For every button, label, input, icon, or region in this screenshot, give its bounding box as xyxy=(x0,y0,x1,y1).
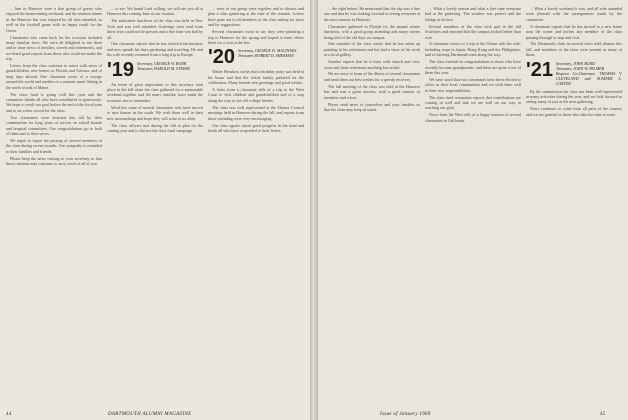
class-number: '20 xyxy=(208,46,236,69)
class-secretary: Secretary, GEORGE W. BURR xyxy=(137,60,187,66)
page-number: 44 xyxy=(6,412,12,417)
class-secretary: Secretary, JOHN BURD xyxy=(556,60,595,66)
magazine-title: DARTMOUTH ALUMNI MAGAZINE xyxy=(108,412,192,417)
column-2: ... to see. We found Lord willing, we will see you all at Hanover this coming June at our reunion. The midwinter luncheon of the class was held in New York and was well attended. Greetings were read from those who could not be present and a fine time was had by all. One classmate reports that he has retired from business and now spends his days gardening and traveling. He and his wife recently returned from a long trip to Europe. '19 Secretary, GEORGE W. BURR Treasurer, HAROLD M. STEEBS An event of great importance to this secretary took place in the fall when the class gathered for a memorable weekend together and the many familiar faces made the occasion one to remember. Word has come of several classmates who have moved to new homes in the south. We wish them well in their new surroundings and hope they will write to us often. The class officers met during the fall to plan for the coming year and to discuss the class fund campaign. xyxy=(107,6,203,133)
class-treasurer: Treasurer, JOHN W. PALMER xyxy=(556,65,605,71)
column-4: ... the right before. He mentioned that the trip was a fine one and that he was looking forward to seeing everyone at the next reunion in Hanover. Classmates gathered in Florida for the annual winter luncheon, with a good group attending and many stories being told of the old days on campus. One member of the class writes that he has taken up painting in his retirement and has had a show of his work at a local gallery. Another reports that he is busy with church and civic work and finds retirement anything but restful. We are sorry to learn of the illness of several classmates and send them our best wishes for a speedy recovery. The fall meeting of the class was held at the Hanover Inn and was a great success, with a good turnout of members and wives. Please send news of yourselves and your families so that the class may keep in touch. xyxy=(324,6,420,112)
right-page xyxy=(318,0,628,420)
class-secretary: Secretary, GEORGE H. MACINNES xyxy=(238,48,297,54)
class-number: '19 xyxy=(107,58,135,81)
column-5: ... What a lovely season and what a fine time everyone had at the gathering. The weather was perfect and the foliage at its best. Several members of the class took part in the fall festivities and reported that the campus looked better than ever. A classmate writes of a trip to the Orient with his wife, including stops in Japan, Hong Kong and the Philippines, and of meeting Dartmouth men along the way. The class extends its congratulations to those who have recently become grandparents, and there are quite a few of them this year. We have word that two classmates have been elected to office in their local communities and we wish them well in their new responsibilities. The class fund committee reports that contributions are coming in well and that we are well on our way to reaching our goal. News from the West tells of a happy reunion of several classmates in California. xyxy=(425,6,521,123)
column-1: ... him in Hanover were a fine group of guests who enjoyed the homecoming weekend, and the reunion dinner in the Hanover Inn was enjoyed by all who attended, as well as the football game with its happy result for the Green. Classmates who came back for the occasion included many familiar faces. We were all delighted to see them and to share news of families, travels and retirements, and we heard good reports from those who could not make the trip. Letters from the class continue to arrive with news of grandchildren, new homes in Florida and Arizona, and of long trips abroad. One classmate wrote of a voyage around the world and another of a summer spent fishing in the north woods of Maine. The class fund is going well this year and the committee thanks all who have contributed so generously. We hope to reach our goal before the end of the fiscal year and to set a new record for the class. Two classmates were honored this fall by their communities for long years of service on school boards and hospital committees. Our congratulations go to both of them and to their wives. We regret to report the passing of several members of the class during recent months. Our sympathy is extended to their families and friends. Please keep the news coming to your secretary so that these columns may continue to carry word of all of you. xyxy=(6,6,102,166)
left-page xyxy=(0,0,310,420)
class-treasurer: Treasurer, HAROLD M. STEEBS xyxy=(137,65,190,71)
issue-date: Issue of January 1969 xyxy=(380,412,431,417)
column-6: ... What a lovely weekend it was, and all who attended were pleased with the arrangements made by the committee. A classmate reports that he has moved to a new home near the ocean and invites any member of the class passing through to stop and visit. The Dartmouth clubs in several cities held dinners this fall, and members of the class were present at many of them. '21 Secretary, JOHN BURD Treasurer, JOHN W. PALMER Bequest Co-Chairmen, THOMAS V. CLEVELAND and SUMNER L. CARTER By his commission the class has been well represented in many activities during the year, and we look forward to seeing many of you at the next gathering. News continues to come from all parts of the country and we are grateful to those who take the time to write. xyxy=(526,6,622,117)
fund-chairmen: Bequest Co-Chairmen, THOMAS V. CLEVELAND and SUMNER L. CARTER xyxy=(556,70,622,86)
class-heading-1919 xyxy=(107,58,203,81)
class-heading-1920 xyxy=(208,46,304,69)
page-number: 45 xyxy=(600,412,606,417)
class-heading-1921 xyxy=(526,58,622,86)
class-treasurer: Treasurer, ROBERT D. SHERMAN xyxy=(238,53,294,59)
book-gutter xyxy=(310,0,318,420)
class-number: '21 xyxy=(526,58,554,81)
column-3: ... were of our group were together and to discuss and plan a class gathering at the time of the reunion. Letters have gone out to all members of the class asking for news and for suggestions. Several classmates wrote to say they were planning a trip to Hanover for the spring and hoped to meet others there for a visit at the Inn. '20 Secretary, GEORGE H. MACINNES Treasurer, ROBERT D. SHERMAN Walter Henshaw writes that a birthday party was held in his honor and that the whole family gathered for the celebration. Many friends sent greetings and good wishes. A letter from a classmate tells of a trip to the West Coast to visit children and grandchildren and of a stop along the way to see old college friends. The class was well represented at the Alumni Council meetings held in Hanover during the fall, and reports from those attending were very encouraging. Our class agents report good progress in the fund and thank all who have responded to their letters. xyxy=(208,6,304,133)
